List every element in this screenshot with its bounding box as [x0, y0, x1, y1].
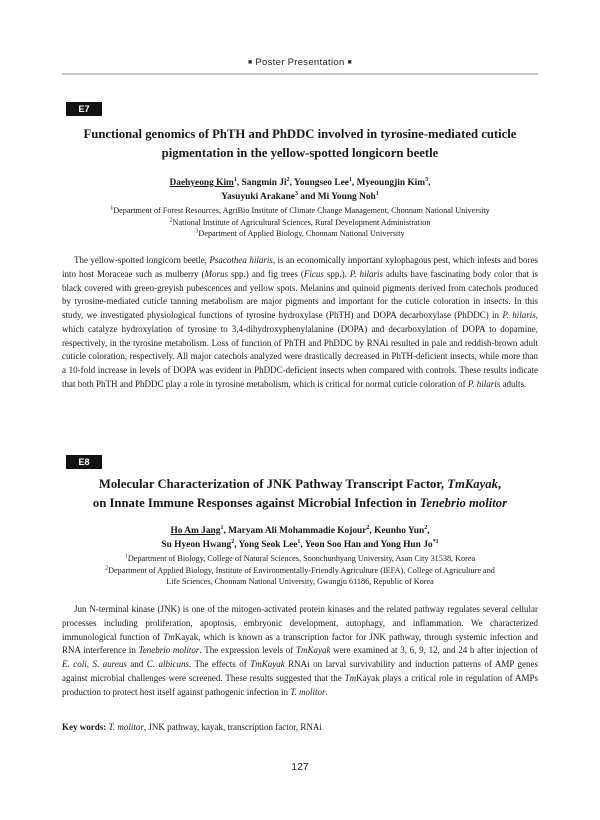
section-title: Poster Presentation — [255, 57, 345, 68]
square-bullet-icon: ■ — [247, 59, 253, 66]
affiliation: $^1$Department of Biology, College of Natural Sciences, Soonchunhyang University, Asan City 31538, Korea — [124, 553, 476, 563]
affiliation: $^3$Department of Applied Biology, Chonnam National University — [195, 228, 405, 238]
abstract-title — [62, 125, 538, 163]
abstract-tag: E7 — [66, 102, 102, 116]
affiliation: $^1$Department of Forest Resources, AgriBio Institute of Climate Change Management, Chonnam National University — [110, 205, 490, 215]
running-header — [0, 57, 600, 68]
affiliation-list — [62, 205, 538, 240]
keywords-line: Key words: T. molitor, JNK pathway, kayak, transcription factor, RNAi — [62, 722, 322, 732]
author-list: Daehyeong Kim$^1$, Sangmin Ji$^2$, Youngseo Lee$^1$, Myeoungjin Kim$^3$, Yasuyuki Arakane$^3$ and Mi Young Noh$^1$ — [169, 176, 431, 202]
abstract-body: The yellow-spotted longicorn beetle, Psacothea hilaris, is an economically important xylophagous pest, which infests and bores into host Moraceae such as mulberry (Morus spp.) and fig trees (Ficus spp.). P. hilaris adults have fascinating body color that is black covered with green-greyish pubescences and yellow spots. Melanins and quinoid pigments derived from catechols produced by tyrosine-mediated cuticle tanning metabolism are major pigments and important for the cuticle coloration in insects. In this study, we investigated physiological functions of tyrosine hydroxylase (PhTH) and DOPA decarboxylase (PhDDC) in P. hilaris, which catalyze hydroxylation of tyrosine to 3,4-dihydroxyphenylalanine (DOPA) and decarboxylation of DOPA to dopamine, respectively, in the tyrosine metabolism. Loss of function of PhTH and PhDDC by RNAi resulted in pale and reddish-brown adult cuticle coloration, respectively. All major catechols analyzed were drastically decreased in PhTH-deficient insects, while more than a 10-fold increase in levels of DOPA was evident in PhDDC-deficient insects when compared with controls. These results indicate that both PhTH and PhDDC play a role in tyrosine metabolism, which is critical for normal cuticle coloration of P. hilaris adults. — [62, 255, 539, 389]
affiliation: $^2$National Institute of Agricultural Sciences, Rural Development Administration — [169, 216, 431, 227]
abstract-tag: E8 — [66, 455, 102, 469]
square-bullet-icon: ■ — [347, 59, 353, 66]
abstract-title: Molecular Characterization of JNK Pathway Transcript Factor, TmKayak, on Innate Immune Responses against Microbial Infection in Tenebrio molitor — [92, 477, 508, 510]
author-list: Ho Am Jang$^1$, Maryam Ali Mohammadie Kojour$^2$, Keunho Yun$^2$, Su Hyeon Hwang$^2$, Yong Seok Lee$^1$, Yeon Soo Han and Yong Hun Jo$^{*1}$ — [161, 524, 439, 550]
affiliation-list — [62, 553, 538, 588]
title-text: Functional genomics of PhTH and PhDDC involved in tyrosine-mediated cuticle pigmentation in the yellow-spotted longicorn beetle — [83, 127, 517, 160]
page-number: 127 — [291, 761, 309, 773]
affiliation: $^2$Department of Applied Biology, Institute of Environmentally-Friendly Agriculture (IEFA), College of Agriculture and Life Sciences, Chonnam National University, Gwangju 61186, Republic of Korea — [105, 564, 495, 586]
header-rule — [62, 73, 538, 75]
keywords-label: Key words: — [62, 722, 107, 732]
abstract-body: Jun N-terminal kinase (JNK) is one of the mitogen-activated protein kinases and the related pathway regulates several cellular processes including proliferation, apoptosis, embryonic development, autophagy, and inflammation. We characterized immunological function of TmKayak, which is known as a transcription factor for JNK pathway, through systemic infection and RNA interference in Tenebrio molitor. The expression levels of TmKayak were examined at 3, 6, 9, 12, and 24 h after injection of E. coli, S. aureus and C. albicans. The effects of TmKayak RNAi on larval survivability and induction patterns of AMP genes against microbial challenges were screened. These results suggested that the TmKayak plays a critical role in regulation of AMPs production to protect host itself against pathogenic infection in T. molitor. — [62, 604, 538, 697]
